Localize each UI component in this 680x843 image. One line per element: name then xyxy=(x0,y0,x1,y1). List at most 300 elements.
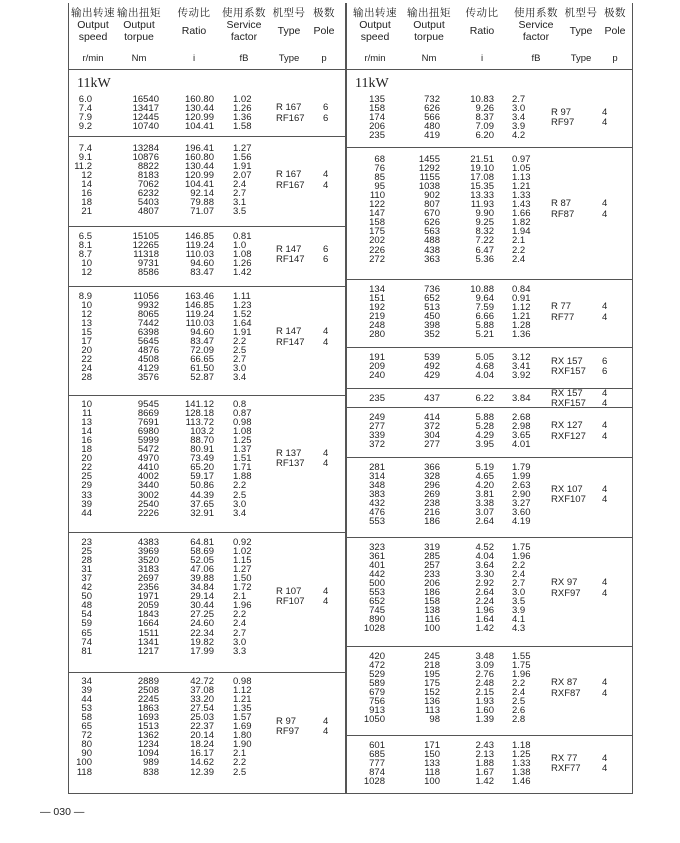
cell-torque: 5403 xyxy=(137,197,159,209)
cell-sf: 2.1 xyxy=(233,591,247,603)
cell-ratio: 80.91 xyxy=(190,444,214,456)
cell-torque: 1971 xyxy=(137,591,159,603)
cell-speed: 12 xyxy=(81,267,92,279)
cell-torque: 4383 xyxy=(137,537,159,548)
type-code: RX 107 xyxy=(551,483,583,495)
cell-torque: 3440 xyxy=(137,480,159,492)
cell-torque: 366 xyxy=(424,462,440,473)
cell-torque: 2226 xyxy=(137,507,159,519)
table-group xyxy=(347,281,632,348)
cell-torque: 269 xyxy=(424,489,440,501)
cell-torque: 8822 xyxy=(137,161,159,173)
cell-torque: 1292 xyxy=(418,163,440,175)
cell-speed: 100 xyxy=(76,757,92,769)
cell-ratio: 2.48 xyxy=(475,678,494,690)
pole-value: 4 xyxy=(323,458,329,470)
cell-torque: 5472 xyxy=(137,444,159,456)
cell-speed: 472 xyxy=(369,660,385,672)
catalog-table xyxy=(68,3,633,794)
type-label xyxy=(347,483,632,510)
cell-torque: 1863 xyxy=(137,703,159,715)
cell-torque: 3183 xyxy=(137,564,159,576)
cell-speed: 476 xyxy=(369,507,385,519)
pole-value: 6 xyxy=(323,243,329,255)
cell-sf: 2.98 xyxy=(512,421,531,433)
cell-ratio: 37.08 xyxy=(190,685,214,697)
cell-torque: 670 xyxy=(424,208,440,220)
cell-speed: 33 xyxy=(81,489,92,501)
cell-sf: 1.80 xyxy=(233,730,252,742)
cell-ratio: 141.12 xyxy=(184,399,214,410)
cell-torque: 4876 xyxy=(137,345,159,357)
unit-speed: r/min xyxy=(364,53,386,64)
cell-torque: 8183 xyxy=(137,170,159,182)
cell-sf: 2.5 xyxy=(233,489,247,501)
cell-ratio: 12.39 xyxy=(190,766,214,778)
unit-torque: Nm xyxy=(421,53,437,64)
cell-speed: 14 xyxy=(81,426,92,438)
type-label xyxy=(347,106,632,133)
cell-ratio: 6.47 xyxy=(475,244,494,256)
pole-value: 6 xyxy=(602,366,608,378)
cell-sf: 2.4 xyxy=(512,569,526,581)
type-label xyxy=(69,447,345,474)
cell-torque: 566 xyxy=(424,112,440,124)
pole-value: 6 xyxy=(602,355,608,367)
header-speed: 输出转速 Output speed xyxy=(71,7,115,43)
cell-speed: 65 xyxy=(81,627,92,639)
type-code: RF167 xyxy=(276,179,305,191)
cell-torque: 15105 xyxy=(132,231,159,242)
cell-speed: 383 xyxy=(369,489,385,501)
pole-value: 4 xyxy=(602,687,608,699)
cell-ratio: 2.92 xyxy=(475,578,494,590)
cell-sf: 2.7 xyxy=(233,627,247,639)
cell-sf: 2.2 xyxy=(233,609,247,621)
cell-sf: 4.3 xyxy=(512,623,526,635)
cell-sf: 1.58 xyxy=(233,121,252,133)
type-code: RXF87 xyxy=(551,687,581,699)
unit-pole: p xyxy=(612,53,618,64)
cell-sf: 2.4 xyxy=(512,687,526,699)
cell-ratio: 130.44 xyxy=(184,161,214,173)
pole-value: 4 xyxy=(323,715,329,727)
type-label xyxy=(69,585,345,612)
cell-sf: 2.1 xyxy=(512,235,526,247)
cell-speed: 110 xyxy=(369,190,385,202)
cell-sf: 1.57 xyxy=(233,712,252,724)
cell-speed: 280 xyxy=(369,329,385,341)
cell-ratio: 22.37 xyxy=(190,721,214,733)
cell-torque: 138 xyxy=(424,605,440,617)
cell-sf: 1.64 xyxy=(233,318,252,330)
pole-value: 4 xyxy=(602,483,608,495)
cell-torque: 1843 xyxy=(137,609,159,621)
cell-speed: 12 xyxy=(81,170,92,182)
cell-speed: 39 xyxy=(81,498,92,510)
cell-sf: 4.19 xyxy=(512,516,531,528)
cell-sf: 2.07 xyxy=(233,170,252,182)
cell-ratio: 58.69 xyxy=(190,546,214,558)
power-label: 11kW xyxy=(355,76,389,91)
cell-sf: 2.68 xyxy=(512,412,531,423)
cell-ratio: 88.70 xyxy=(190,435,214,447)
type-label xyxy=(69,103,345,125)
cell-sf: 1.0 xyxy=(233,240,247,252)
cell-torque: 328 xyxy=(424,471,440,483)
type-code: RX 97 xyxy=(551,577,578,589)
cell-ratio: 110.03 xyxy=(185,318,214,330)
cell-ratio: 113.72 xyxy=(185,417,214,429)
cell-torque: 116 xyxy=(424,614,440,626)
cell-sf: 2.7 xyxy=(512,578,526,590)
cell-sf: 1.26 xyxy=(233,103,252,115)
cell-sf: 1.96 xyxy=(233,600,252,612)
cell-torque: 8586 xyxy=(137,267,159,279)
pole-value: 4 xyxy=(602,301,608,313)
cell-speed: 11.2 xyxy=(74,161,92,173)
cell-sf: 2.7 xyxy=(233,354,247,366)
cell-sf: 1.52 xyxy=(233,309,252,321)
header-speed: 输出转速 Output speed xyxy=(353,7,397,43)
cell-torque: 7442 xyxy=(137,318,159,330)
cell-torque: 1094 xyxy=(137,748,159,760)
cell-sf: 3.4 xyxy=(512,112,526,124)
pole-value: 4 xyxy=(602,106,608,118)
cell-speed: 272 xyxy=(369,253,385,265)
cell-speed: 18 xyxy=(81,197,92,209)
cell-torque: 1362 xyxy=(137,730,159,742)
cell-sf: 1.25 xyxy=(233,435,252,447)
cell-sf: 1.27 xyxy=(233,564,252,576)
cell-sf: 1.66 xyxy=(512,208,531,220)
type-label xyxy=(347,678,632,700)
type-code: RX 127 xyxy=(551,420,583,432)
cell-sf: 1.18 xyxy=(512,740,531,751)
cell-sf: 1.21 xyxy=(233,694,252,706)
cell-speed: 76 xyxy=(374,163,385,175)
cell-ratio: 103.2 xyxy=(190,426,214,438)
pole-value: 4 xyxy=(323,336,329,348)
pole-value: 4 xyxy=(323,326,329,338)
power-label: 11kW xyxy=(77,76,111,91)
cell-ratio: 5.05 xyxy=(475,352,494,363)
header-service-factor: 使用系数 Service factor xyxy=(222,7,266,43)
cell-ratio: 59.17 xyxy=(190,471,214,483)
cell-torque: 4410 xyxy=(137,462,159,474)
pole-value: 4 xyxy=(323,726,329,738)
cell-ratio: 1.60 xyxy=(475,705,494,717)
cell-speed: 95 xyxy=(374,181,385,193)
cell-sf: 1.36 xyxy=(233,112,252,124)
cell-sf: 1.25 xyxy=(512,749,531,761)
table-group xyxy=(347,349,632,389)
cell-sf: 1.91 xyxy=(233,161,252,173)
cell-ratio: 61.50 xyxy=(190,363,214,375)
cell-torque: 732 xyxy=(424,94,440,105)
cell-speed: 401 xyxy=(369,560,385,572)
cell-speed: 90 xyxy=(81,748,92,760)
cell-sf: 1.21 xyxy=(512,311,531,323)
cell-ratio: 17.08 xyxy=(470,172,494,184)
cell-torque: 12445 xyxy=(132,112,159,124)
cell-speed: 74 xyxy=(81,636,92,648)
cell-sf: 1.96 xyxy=(512,669,531,681)
cell-torque: 437 xyxy=(424,393,440,404)
cell-ratio: 9.90 xyxy=(475,208,494,220)
pole-value: 4 xyxy=(602,494,608,506)
cell-speed: 25 xyxy=(81,471,92,483)
cell-speed: 58 xyxy=(81,712,92,724)
cell-torque: 652 xyxy=(424,293,440,305)
table-group xyxy=(347,539,632,647)
cell-sf: 1.33 xyxy=(512,190,531,202)
type-code: R 97 xyxy=(551,106,572,118)
cell-speed: 529 xyxy=(369,669,385,681)
cell-ratio: 66.65 xyxy=(190,354,214,366)
cell-speed: 151 xyxy=(369,293,385,305)
pole-value: 4 xyxy=(602,398,608,410)
cell-sf: 4.2 xyxy=(512,130,526,142)
unit-torque: Nm xyxy=(131,53,147,64)
cell-sf: 2.8 xyxy=(512,714,526,726)
cell-sf: 0.8 xyxy=(233,399,247,410)
cell-sf: 1.55 xyxy=(512,651,531,662)
pole-value: 4 xyxy=(602,587,608,599)
type-code: RF97 xyxy=(551,117,575,129)
cell-speed: 1028 xyxy=(363,776,385,788)
cell-speed: 652 xyxy=(369,596,385,608)
cell-ratio: 16.17 xyxy=(190,748,214,760)
cell-ratio: 15.35 xyxy=(470,181,494,193)
cell-sf: 1.75 xyxy=(512,542,531,553)
cell-ratio: 119.24 xyxy=(185,309,214,321)
type-label xyxy=(347,421,632,443)
cell-sf: 3.0 xyxy=(512,587,526,599)
cell-speed: 25 xyxy=(81,546,92,558)
cell-torque: 12265 xyxy=(132,240,159,252)
cell-sf: 3.92 xyxy=(512,370,531,382)
cell-speed: 65 xyxy=(81,721,92,733)
cell-ratio: 146.85 xyxy=(184,231,214,242)
pole-value: 4 xyxy=(323,596,329,608)
cell-torque: 186 xyxy=(424,587,440,599)
cell-speed: 589 xyxy=(369,678,385,690)
cell-speed: 679 xyxy=(369,687,385,699)
cell-speed: 7.4 xyxy=(78,103,92,115)
cell-sf: 0.92 xyxy=(233,537,252,548)
table-group xyxy=(69,140,345,227)
type-label xyxy=(347,389,632,411)
cell-sf: 1.69 xyxy=(233,721,252,733)
cell-speed: 553 xyxy=(369,587,385,599)
cell-speed: 209 xyxy=(369,361,385,373)
table-row xyxy=(347,715,632,724)
cell-speed: 281 xyxy=(369,462,385,473)
cell-sf: 2.7 xyxy=(233,188,247,200)
cell-torque: 319 xyxy=(424,542,440,553)
cell-speed: 11 xyxy=(82,408,92,420)
cell-sf: 1.82 xyxy=(512,217,531,229)
cell-sf: 1.79 xyxy=(512,462,531,473)
cell-speed: 277 xyxy=(369,421,385,433)
type-label xyxy=(347,199,632,221)
cell-ratio: 5.36 xyxy=(475,253,494,265)
cell-ratio: 110.03 xyxy=(185,249,214,261)
type-code: RF87 xyxy=(551,208,575,220)
type-label xyxy=(347,752,632,779)
type-code: RF167 xyxy=(276,112,305,124)
pole-value: 4 xyxy=(602,677,608,689)
cell-torque: 238 xyxy=(424,498,440,510)
pole-value: 4 xyxy=(602,420,608,432)
cell-speed: 339 xyxy=(369,430,385,442)
cell-sf: 1.08 xyxy=(233,426,252,438)
pole-value: 4 xyxy=(323,179,329,191)
cell-ratio: 13.33 xyxy=(470,190,494,202)
cell-ratio: 52.87 xyxy=(190,372,214,384)
cell-sf: 2.90 xyxy=(512,489,531,501)
table-group xyxy=(347,409,632,458)
cell-speed: 44 xyxy=(81,507,92,519)
cell-sf: 2.63 xyxy=(512,480,531,492)
cell-torque: 539 xyxy=(424,352,440,363)
cell-ratio: 4.04 xyxy=(475,370,494,382)
cell-sf: 2.2 xyxy=(233,757,247,769)
cell-ratio: 37.65 xyxy=(190,498,214,510)
table-group xyxy=(69,396,345,533)
cell-ratio: 1.88 xyxy=(475,758,494,770)
cell-speed: 13 xyxy=(81,417,92,429)
cell-torque: 480 xyxy=(424,121,440,133)
cell-ratio: 14.62 xyxy=(190,757,214,769)
cell-torque: 206 xyxy=(424,578,440,590)
table-group xyxy=(347,387,632,410)
cell-torque: 450 xyxy=(424,311,440,323)
cell-speed: 42 xyxy=(81,582,92,594)
cell-sf: 0.97 xyxy=(512,154,531,165)
header-torque: 输出扭矩 Output torpue xyxy=(407,7,451,43)
cell-torque: 16540 xyxy=(132,94,159,105)
cell-sf: 3.84 xyxy=(512,393,531,404)
cell-speed: 59 xyxy=(81,618,92,630)
type-code: R 147 xyxy=(276,243,302,255)
cell-speed: 158 xyxy=(369,103,385,115)
cell-speed: 20 xyxy=(81,453,92,465)
cell-ratio: 4.29 xyxy=(475,430,494,442)
cell-torque: 150 xyxy=(424,749,440,761)
table-group xyxy=(347,648,632,736)
table-row xyxy=(347,624,632,633)
cell-sf: 4.01 xyxy=(512,439,531,451)
cell-torque: 4002 xyxy=(137,471,159,483)
cell-sf: 3.0 xyxy=(233,363,247,375)
cell-sf: 1.12 xyxy=(512,302,531,314)
cell-speed: 913 xyxy=(369,705,385,717)
type-code: RX 77 xyxy=(551,752,578,764)
cell-ratio: 47.06 xyxy=(190,564,214,576)
type-code: RXF77 xyxy=(551,763,581,775)
unit-service-factor: fB xyxy=(531,53,541,64)
cell-speed: 756 xyxy=(369,696,385,708)
pole-value: 4 xyxy=(602,311,608,323)
cell-speed: 314 xyxy=(369,471,385,483)
cell-torque: 216 xyxy=(424,507,440,519)
type-label xyxy=(69,715,345,742)
pole-value: 4 xyxy=(602,577,608,589)
cell-torque: 9731 xyxy=(137,258,159,270)
cell-ratio: 1.96 xyxy=(475,605,494,617)
type-code: R 77 xyxy=(551,301,572,313)
table-row xyxy=(347,255,632,264)
type-code: R 167 xyxy=(276,102,302,114)
cell-torque: 195 xyxy=(424,669,440,681)
cell-torque: 218 xyxy=(424,660,440,672)
cell-ratio: 8.37 xyxy=(475,112,494,124)
cell-torque: 5645 xyxy=(137,336,159,348)
cell-ratio: 3.48 xyxy=(475,651,494,662)
cell-torque: 9932 xyxy=(137,300,159,312)
page-number: — 030 — xyxy=(40,806,85,818)
cell-sf: 1.56 xyxy=(233,152,252,164)
cell-speed: 192 xyxy=(369,302,385,314)
cell-speed: 34 xyxy=(81,676,92,687)
right-table xyxy=(347,3,632,793)
cell-sf: 1.90 xyxy=(233,739,252,751)
cell-ratio: 3.30 xyxy=(475,569,494,581)
cell-speed: 48 xyxy=(81,600,92,612)
table-row xyxy=(69,768,345,777)
cell-torque: 118 xyxy=(424,767,440,779)
cell-ratio: 32.91 xyxy=(190,507,214,519)
cell-torque: 488 xyxy=(424,235,440,247)
pole-value: 4 xyxy=(323,585,329,597)
cell-speed: 249 xyxy=(369,412,385,423)
cell-ratio: 18.24 xyxy=(190,739,214,751)
type-code: R 167 xyxy=(276,169,302,181)
cell-ratio: 39.88 xyxy=(190,573,214,585)
cell-speed: 10 xyxy=(81,300,92,312)
cell-speed: 191 xyxy=(369,352,385,363)
cell-ratio: 3.95 xyxy=(475,439,494,451)
cell-ratio: 1.39 xyxy=(475,714,494,726)
cell-speed: 348 xyxy=(369,480,385,492)
cell-ratio: 104.41 xyxy=(184,179,214,191)
cell-torque: 1217 xyxy=(137,645,159,657)
cell-speed: 6.5 xyxy=(78,231,92,242)
cell-torque: 429 xyxy=(424,370,440,382)
cell-ratio: 24.60 xyxy=(190,618,214,630)
cell-ratio: 52.05 xyxy=(190,555,214,567)
table-row xyxy=(69,647,345,656)
pole-value: 4 xyxy=(323,447,329,459)
cell-torque: 10876 xyxy=(132,152,159,164)
cell-ratio: 30.44 xyxy=(190,600,214,612)
type-code: RXF97 xyxy=(551,587,581,599)
header-ratio: 传动比 Ratio xyxy=(465,7,499,37)
cell-speed: 10 xyxy=(81,399,92,410)
unit-ratio: i xyxy=(480,53,484,64)
cell-speed: 361 xyxy=(369,551,385,563)
cell-sf: 2.2 xyxy=(233,336,247,348)
cell-ratio: 4.04 xyxy=(475,551,494,563)
table-header xyxy=(347,3,632,70)
cell-sf: 1.50 xyxy=(233,573,252,585)
cell-speed: 28 xyxy=(81,555,92,567)
cell-torque: 902 xyxy=(424,190,440,202)
cell-sf: 1.96 xyxy=(512,551,531,563)
cell-sf: 1.51 xyxy=(233,453,252,465)
